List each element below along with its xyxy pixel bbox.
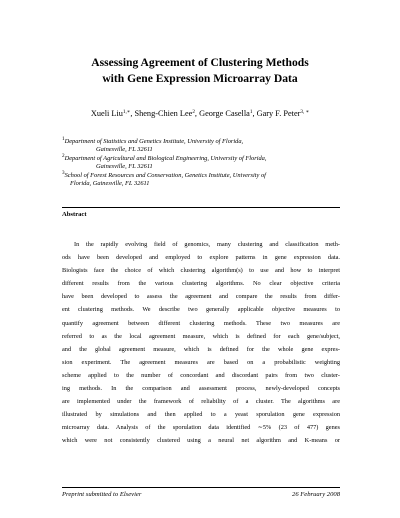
abstract-line: quantify agreement between different clustering methods. These two measures are <box>62 319 340 327</box>
abstract-line: ing methods. In the comparison and assessment process, newly-developed concepts <box>62 385 340 393</box>
affiliation <box>62 152 342 172</box>
affiliation-line: School of Forest Resources and Conservation, Genetics Institute, University of <box>64 171 266 179</box>
preprint-note: Preprint submitted to Elsevier <box>62 491 142 498</box>
affiliation-mark: 1 <box>62 136 65 142</box>
author-mark: 1,∗ <box>122 109 131 115</box>
author-list: Xueli Liu$^{1,∗}$, Sheng-Chien Lee$^2$, George Casella$^1$, Gary F. Peter$^{3, ∗}$ <box>90 109 310 118</box>
author-name: Gary F. Peter <box>256 109 301 118</box>
abstract-line: and the global agreement measure, which is defined for the whole gene expres- <box>62 345 340 353</box>
affiliation-list <box>62 138 342 188</box>
abstract-line: referred to as the local agreement measure, which is defined for each gene/subject, <box>62 332 340 340</box>
abstract-line: ent clustering methods. We describe two generally applicable objective measures to <box>62 306 340 314</box>
author-mark: 3, ∗ <box>300 109 310 115</box>
abstract-line: ods have been developed and employed to explore patterns in gene expression data. <box>62 254 340 262</box>
affiliation-line: Gainesville, FL 32611 <box>96 146 153 154</box>
abstract-line: are implemented under the framework of reliability of a cluster. The algorithms are <box>62 398 340 406</box>
author-name: George Casella <box>199 109 250 118</box>
abstract-heading: Abstract <box>62 211 87 218</box>
affiliation <box>62 138 342 155</box>
abstract-body <box>62 238 340 448</box>
author-name: Sheng-Chien Lee <box>134 109 193 118</box>
affiliation-line: Department of Statistics and Genetics Institute, University of Florida, <box>64 138 244 145</box>
abstract-line: sion experiment. The agreement measures are based on a probabilistic weighting <box>62 358 340 366</box>
affiliation-mark: 3 <box>62 169 65 176</box>
affiliation-line: Department of Agricultural and Biological Engineering, University of Florida, <box>64 154 267 162</box>
abstract-line: In the rapidly evolving field of genomics, many clustering and classification meth- <box>74 241 340 248</box>
footer-rule <box>62 487 340 488</box>
title-line-2: with Gene Expression Microarray Data <box>102 72 298 85</box>
abstract-line: microarray data. Analysis of the sporulation data identified ∼5% (23 of 477) genes <box>62 424 340 432</box>
affiliation-line: Gainesville, FL 32611 <box>96 163 153 171</box>
author-mark: 2 <box>192 109 195 115</box>
abstract-top-rule <box>62 207 340 208</box>
author-name: Xueli Liu <box>90 109 123 118</box>
abstract-line: which were not consistently clustered using a neural net algorithm and K-means or <box>62 437 340 445</box>
author-mark: 1 <box>249 109 253 115</box>
abstract-line: Biologists face the choice of which clustering algorithm(s) to use and how to interpret <box>62 267 340 275</box>
affiliation-mark: 2 <box>62 152 65 159</box>
abstract-line: different results from the various clustering algorithms. No clear objective criteria <box>62 280 340 288</box>
title-line-1: Assessing Agreement of Clustering Methods <box>91 56 309 69</box>
abstract-line: have been developed to assess the agreement and compare the results from differ- <box>62 293 340 301</box>
paper-title <box>40 55 360 87</box>
abstract-line: illustrated by simulations and then applied to a yeast sporulation gene expression <box>62 411 340 419</box>
footer-date: 26 February 2008 <box>292 491 340 498</box>
abstract-line: scheme applied to the number of concordant and discordant pairs from two cluster- <box>62 371 340 379</box>
affiliation <box>62 169 342 189</box>
affiliation-line: Florida, Gainesville, FL 32611 <box>70 180 150 188</box>
